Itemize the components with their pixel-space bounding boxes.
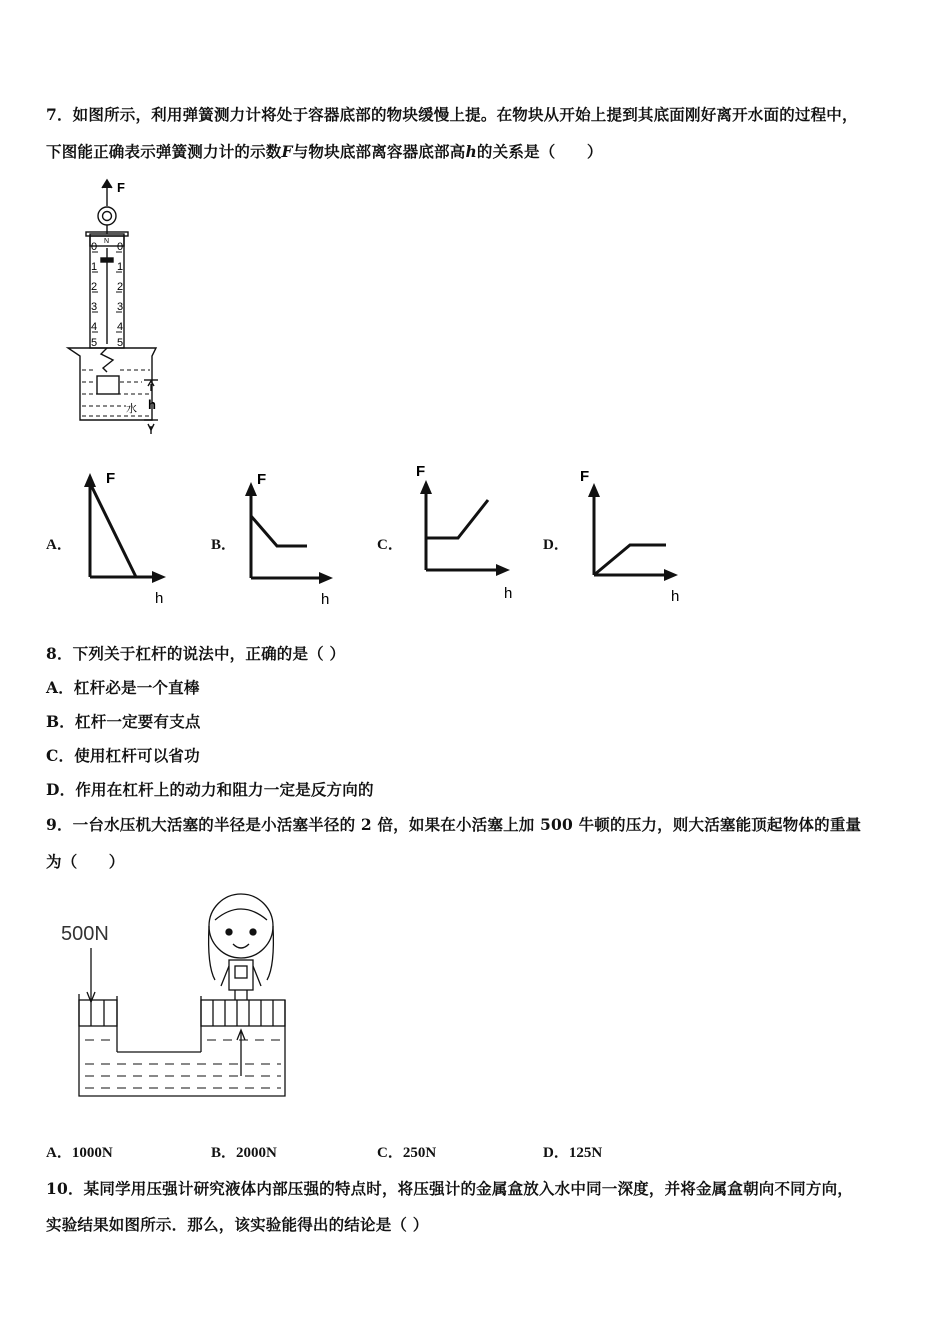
- q7-option-a-x-label: h: [155, 590, 164, 605]
- q7-option-c-graph[interactable]: [412, 458, 522, 604]
- q8-stem: 8．下列关于杠杆的说法中，正确的是（ ）: [46, 644, 346, 663]
- q8-option-a[interactable]: A．杠杆必是一个直棒: [46, 678, 200, 697]
- q7-option-d-y-label: F: [580, 468, 590, 485]
- q7-option-d-x-label: h: [671, 588, 680, 605]
- q7-scale-right-4: 4: [117, 321, 124, 333]
- q7-option-c-y-label: F: [416, 463, 426, 480]
- q9-force-label: 500N: [61, 923, 109, 945]
- q7-unit-label: N: [104, 238, 110, 245]
- q7-water-label: 水: [126, 403, 137, 415]
- q7-option-b-letter[interactable]: B．: [211, 537, 237, 553]
- q8-option-d[interactable]: D．作用在杠杆上的动力和阻力一定是反方向的: [46, 780, 374, 799]
- q7-spring-scale-figure: [60, 176, 180, 441]
- q7-option-a-letter[interactable]: A．: [46, 537, 72, 553]
- q7-force-label: F: [117, 180, 125, 195]
- q7-scale-left-0: 0: [91, 241, 98, 253]
- q7-option-b-x-label: h: [321, 591, 330, 608]
- q10-stem-line-2: 实验结果如图所示．那么，该实验能得出的结论是（ ）: [46, 1215, 429, 1234]
- q9-stem-line-1: 9．一台水压机大活塞的半径是小活塞半径的 2 倍，如果在小活塞上加 500 牛顿的压力，则大活塞能顶起物体的重量: [46, 815, 862, 834]
- q7-scale-left-5: 5: [91, 337, 98, 349]
- q7-stem-text-b: 与物块底部离容器底部高: [292, 142, 466, 161]
- q7-scale-right-1: 1: [117, 261, 124, 273]
- q7-option-d-letter[interactable]: D．: [543, 537, 569, 553]
- q7-var-h: h: [465, 142, 477, 161]
- q7-scale-right-5: 5: [117, 337, 124, 349]
- q8-option-c[interactable]: C．使用杠杆可以省功: [46, 746, 200, 765]
- q7-scale-right-2: 2: [117, 281, 124, 293]
- q9-option-c[interactable]: C．250N: [377, 1145, 437, 1161]
- q7-scale-left-1: 1: [91, 261, 98, 273]
- q7-scale-left-3: 3: [91, 301, 98, 313]
- q7-var-F: F: [281, 142, 293, 161]
- q7-option-b-graph[interactable]: [241, 468, 341, 608]
- q7-height-label: h: [148, 397, 156, 412]
- q9-stem-line-2: 为（ ）: [46, 852, 125, 871]
- q7-option-a-y-label: F: [106, 470, 116, 487]
- q7-option-d-graph[interactable]: [580, 463, 690, 605]
- q7-scale-right-3: 3: [117, 301, 124, 313]
- q7-option-a-graph[interactable]: [80, 465, 170, 605]
- q9-option-d[interactable]: D．125N: [543, 1145, 603, 1161]
- q9-option-b[interactable]: B．2000N: [211, 1145, 277, 1161]
- q7-stem-text-a: 下图能正确表示弹簧测力计的示数: [46, 142, 282, 161]
- q7-option-c-letter[interactable]: C．: [377, 537, 403, 553]
- q9-hydraulic-press-figure: [55, 880, 295, 1100]
- q10-stem-line-1: 10．某同学用压强计研究液体内部压强的特点时，将压强计的金属盒放入水中同一深度，并将金属盒朝向不同方向，: [46, 1179, 853, 1198]
- q7-option-c-x-label: h: [504, 585, 513, 602]
- q7-scale-left-2: 2: [91, 281, 98, 293]
- q8-option-b[interactable]: B．杠杆一定要有支点: [46, 712, 201, 731]
- q9-option-a[interactable]: A．1000N: [46, 1145, 113, 1161]
- q7-scale-left-4: 4: [91, 321, 98, 333]
- q7-stem-text-c: 的关系是（ ）: [476, 142, 603, 161]
- q7-stem-line-1: 7．如图所示，利用弹簧测力计将处于容器底部的物块缓慢上提。在物块从开始上提到其底面刚好离开水面的过程中，: [46, 105, 858, 124]
- q7-stem-line-2: [46, 140, 603, 162]
- q7-scale-right-0: 0: [117, 241, 124, 253]
- q7-option-b-y-label: F: [257, 471, 267, 488]
